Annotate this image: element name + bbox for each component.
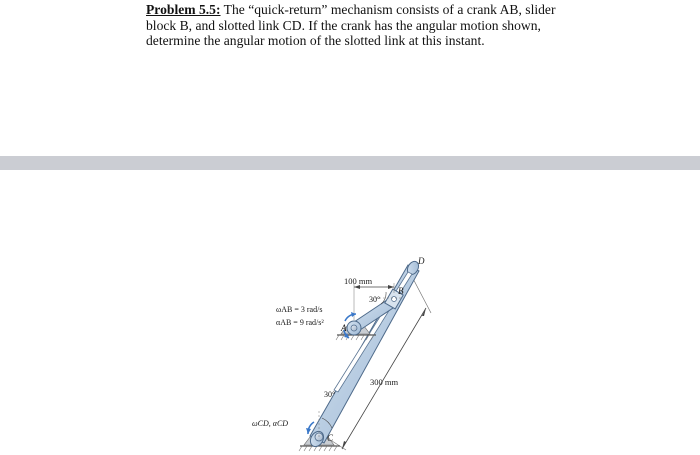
problem-label: Problem 5.5: bbox=[146, 2, 221, 17]
problem-statement bbox=[146, 2, 586, 49]
label-point-b: B bbox=[398, 286, 404, 296]
label-omega-ab: ωAB = 3 rad/s bbox=[276, 305, 323, 314]
problem-text-line-3: determine the angular motion of the slotted link at this instant. bbox=[146, 33, 485, 48]
dimension-300 bbox=[332, 269, 431, 450]
label-point-c: C bbox=[327, 433, 334, 443]
slotted-link-cd bbox=[308, 259, 421, 448]
label-crank-length: 100 mm bbox=[344, 276, 373, 286]
label-link-length: 300 mm bbox=[370, 377, 399, 387]
label-point-d: D bbox=[418, 256, 425, 266]
label-angle-bottom: 30° bbox=[324, 390, 336, 399]
problem-line-1 bbox=[146, 2, 586, 18]
label-angle-top: 30° bbox=[369, 295, 381, 304]
mechanism-diagram bbox=[230, 238, 450, 455]
label-omega-alpha-cd: ωCD, αCD bbox=[252, 419, 289, 428]
mechanism-figure bbox=[230, 238, 450, 455]
problem-text-line-1: The “quick-return” mechanism consists of a crank AB, slider bbox=[220, 2, 556, 17]
label-point-a: A bbox=[341, 323, 347, 333]
divider-band bbox=[0, 156, 700, 170]
label-alpha-ab: αAB = 9 rad/s² bbox=[276, 318, 324, 327]
problem-text-line-2: block B, and slotted link CD. If the crank has the angular motion shown, bbox=[146, 17, 541, 33]
